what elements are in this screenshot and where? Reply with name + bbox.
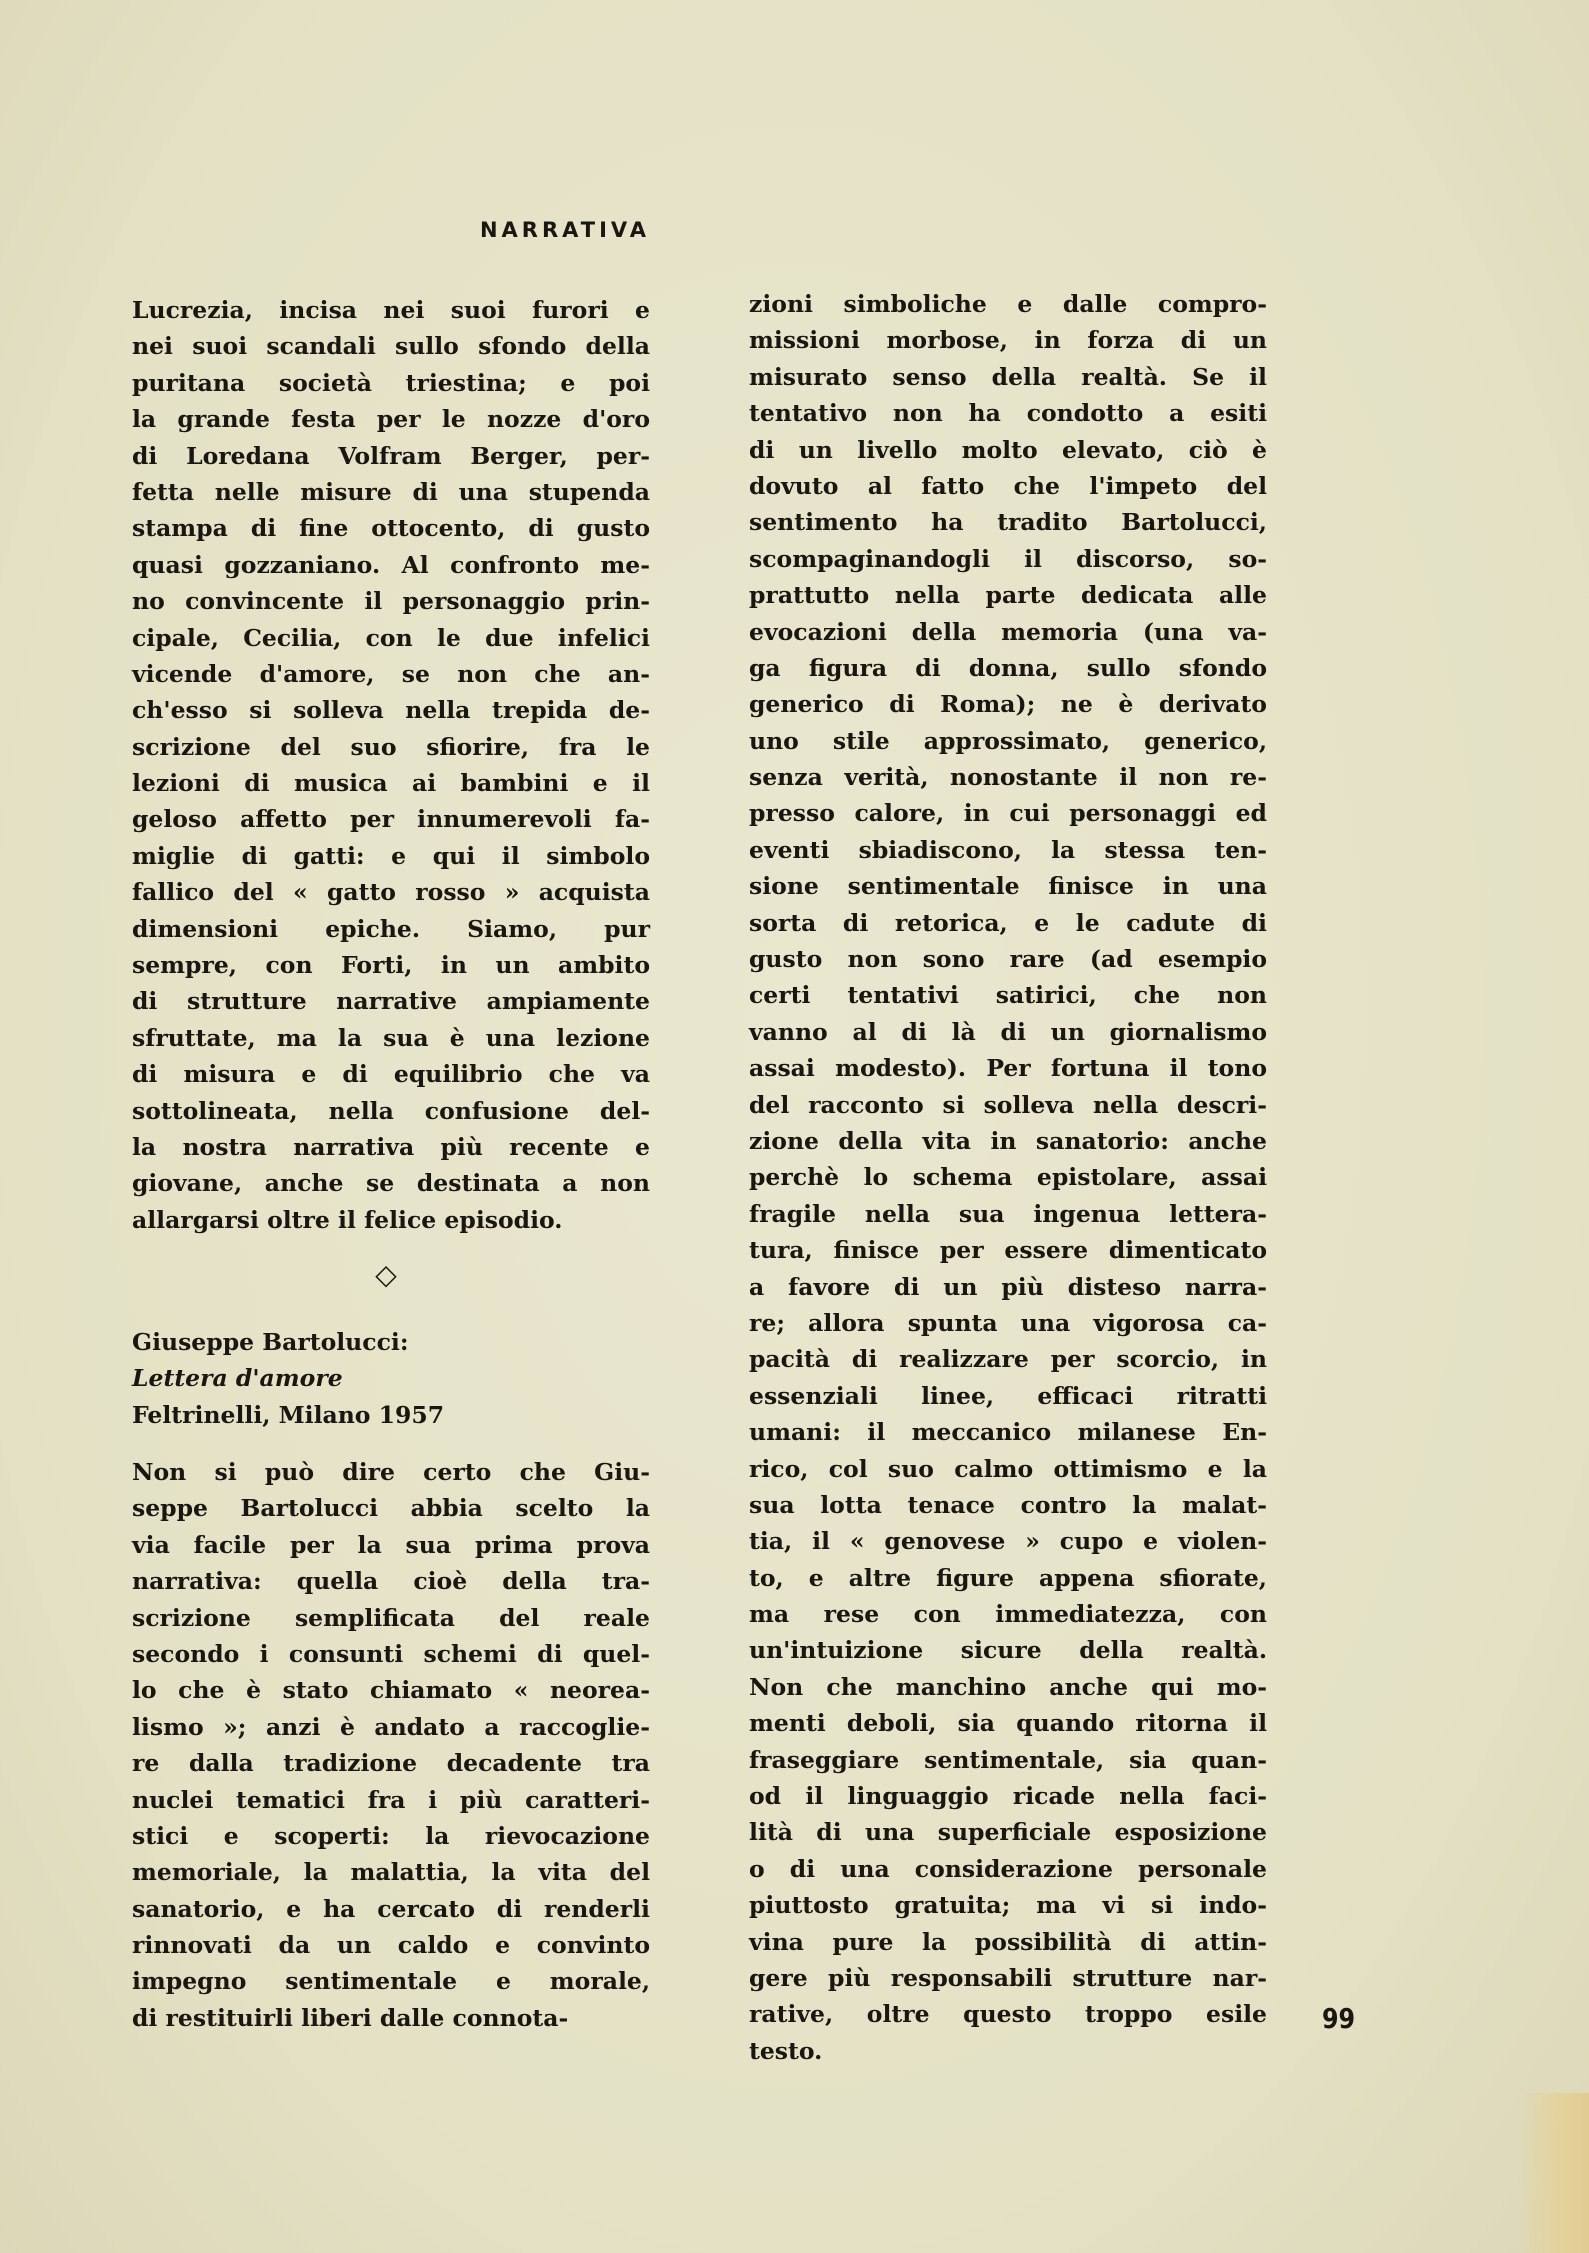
text-line: sottolineata, nella confusione del-: [132, 1096, 650, 1125]
text-line: fallico del « gatto rosso » acquista: [132, 878, 650, 907]
text-line: gere più responsabili strutture nar-: [749, 1963, 1267, 1992]
text-line: essenziali linee, efficaci ritratti: [749, 1381, 1267, 1410]
text-line: sfruttate, ma la sua è una lezione: [132, 1023, 650, 1052]
text-line: stampa di fine ottocento, di gusto: [132, 514, 650, 543]
text-line: pacità di realizzare per scorcio, in: [749, 1345, 1267, 1374]
left-column-bottom: [132, 1454, 650, 2036]
text-line: geloso affetto per innumerevoli fa-: [132, 805, 650, 834]
text-line: allargarsi oltre il felice episodio.: [132, 1205, 563, 1234]
text-line: sempre, con Forti, in un ambito: [132, 951, 650, 980]
text-line: sentimento ha tradito Bartolucci,: [749, 508, 1267, 537]
text-line: via facile per la sua prima prova: [132, 1530, 650, 1559]
text-line: fetta nelle misure di una stupenda: [132, 477, 650, 506]
text-line: certi tentativi satirici, che non: [749, 981, 1267, 1010]
text-line: del racconto si solleva nella descri-: [749, 1090, 1267, 1119]
text-line: rinnovati da un caldo e convinto: [132, 1931, 650, 1960]
text-line: ga figura di donna, sullo sfondo: [749, 653, 1267, 682]
page-number: 99: [1322, 2002, 1356, 2035]
text-line: gusto non sono rare (ad esempio: [749, 945, 1267, 974]
text-line: di un livello molto elevato, ciò è: [749, 435, 1267, 464]
text-line: seppe Bartolucci abbia scelto la: [132, 1494, 650, 1523]
section-header: NARRATIVA: [479, 218, 650, 242]
text-line: tia, il « genovese » cupo e violen-: [749, 1527, 1267, 1556]
text-line: evocazioni della memoria (una va-: [749, 617, 1267, 646]
text-line: dimensioni epiche. Siamo, pur: [132, 914, 650, 943]
text-line: di Loredana Volfram Berger, per-: [132, 441, 650, 470]
text-line: eventi sbiadiscono, la stessa ten-: [749, 835, 1267, 864]
text-line: fraseggiare sentimentale, sia quan-: [749, 1745, 1267, 1774]
text-line: narrativa: quella cioè della tra-: [132, 1567, 650, 1596]
text-line: od il linguaggio ricade nella faci-: [749, 1782, 1267, 1811]
page-edge-shadow: [1519, 2093, 1589, 2253]
text-line: scrizione del suo sfiorire, fra le: [132, 732, 650, 761]
text-line: Non si può dire certo che Giu-: [132, 1458, 650, 1486]
text-line: sione sentimentale finisce in una: [749, 872, 1267, 901]
text-line: fragile nella sua ingenua lettera-: [749, 1199, 1267, 1228]
text-line: vanno al di là di un giornalismo: [749, 1017, 1267, 1046]
text-line: senza verità, nonostante il non re-: [749, 763, 1267, 792]
text-line: impegno sentimentale e morale,: [132, 1967, 650, 1996]
text-line: lità di una superficiale esposizione: [749, 1818, 1267, 1847]
text-line: un'intuizione sicure della realtà.: [749, 1636, 1267, 1665]
book-publisher: Feltrinelli, Milano 1957: [132, 1400, 445, 1429]
text-line: la grande festa per le nozze d'oro: [132, 405, 650, 434]
book-title: Lettera d'amore: [132, 1364, 343, 1393]
text-line: la nostra narrativa più recente e: [132, 1132, 650, 1161]
text-line: zioni simboliche e dalle compro-: [749, 290, 1267, 318]
text-line: umani: il meccanico milanese En-: [749, 1418, 1267, 1447]
text-line: menti deboli, sia quando ritorna il: [749, 1709, 1267, 1738]
text-line: miglie di gatti: e qui il simbolo: [132, 841, 650, 870]
section-divider-icon: ◇: [375, 1258, 397, 1291]
text-line: perchè lo schema epistolare, assai: [749, 1163, 1267, 1192]
right-column: [749, 286, 1267, 2069]
text-line: lezioni di musica ai bambini e il: [132, 769, 650, 798]
book-author: Giuseppe Bartolucci:: [132, 1328, 409, 1356]
text-line: no convincente il personaggio prin-: [132, 587, 650, 616]
text-line: vina pure la possibilità di attin-: [749, 1927, 1267, 1956]
left-column-top: [132, 292, 650, 1238]
text-line: re; allora spunta una vigorosa ca-: [749, 1308, 1267, 1337]
text-line: tentativo non ha condotto a esiti: [749, 399, 1267, 428]
text-line: puritana società triestina; e poi: [132, 368, 650, 397]
text-line: piuttosto gratuita; ma vi si indo-: [749, 1891, 1267, 1920]
text-line: secondo i consunti schemi di quel-: [132, 1639, 650, 1668]
text-line: lismo »; anzi è andato a raccoglie-: [132, 1712, 650, 1741]
text-line: cipale, Cecilia, con le due infelici: [132, 623, 650, 652]
text-line: scompaginandogli il discorso, so-: [749, 544, 1267, 573]
text-line: dovuto al fatto che l'impeto del: [749, 471, 1267, 500]
text-line: nei suoi scandali sullo sfondo della: [132, 332, 650, 361]
text-line: to, e altre figure appena sfiorate,: [749, 1563, 1267, 1592]
text-line: generico di Roma); ne è derivato: [749, 690, 1267, 719]
text-line: re dalla tradizione decadente tra: [132, 1749, 650, 1778]
text-line: tura, finisce per essere dimenticato: [749, 1236, 1267, 1265]
text-line: vicende d'amore, se non che an-: [132, 659, 650, 688]
text-line: Non che manchino anche qui mo-: [749, 1672, 1267, 1701]
text-line: a favore di un più disteso narra-: [749, 1272, 1267, 1301]
text-line: nuclei tematici fra i più caratteri-: [132, 1785, 650, 1814]
text-line: rative, oltre questo troppo esile: [749, 2000, 1267, 2029]
text-line: misurato senso della realtà. Se il: [749, 362, 1267, 391]
text-line: ma rese con immediatezza, con: [749, 1600, 1267, 1629]
text-line: presso calore, in cui personaggi ed: [749, 799, 1267, 828]
text-line: sorta di retorica, e le cadute di: [749, 908, 1267, 937]
text-line: zione della vita in sanatorio: anche: [749, 1126, 1267, 1155]
text-line: stici e scoperti: la rievocazione: [132, 1821, 650, 1850]
text-line: giovane, anche se destinata a non: [132, 1169, 650, 1198]
text-line: scrizione semplificata del reale: [132, 1603, 650, 1632]
text-line: Lucrezia, incisa nei suoi furori e: [132, 296, 650, 324]
text-line: quasi gozzaniano. Al confronto me-: [132, 550, 650, 579]
text-line: di restituirli liberi dalle connota-: [132, 2003, 569, 2032]
text-line: sua lotta tenace contro la malat-: [749, 1490, 1267, 1519]
text-line: memoriale, la malattia, la vita del: [132, 1858, 650, 1887]
text-line: uno stile approssimato, generico,: [749, 726, 1267, 755]
text-line: sanatorio, e ha cercato di renderli: [132, 1894, 650, 1923]
bibliography-entry: [132, 1324, 650, 1433]
text-line: testo.: [749, 2036, 823, 2065]
text-line: di strutture narrative ampiamente: [132, 987, 650, 1016]
text-line: prattutto nella parte dedicata alle: [749, 581, 1267, 610]
text-line: rico, col suo calmo ottimismo e la: [749, 1454, 1267, 1483]
text-line: missioni morbose, in forza di un: [749, 326, 1267, 355]
text-line: di misura e di equilibrio che va: [132, 1060, 650, 1089]
text-line: ch'esso si solleva nella trepida de-: [132, 696, 650, 725]
text-line: o di una considerazione personale: [749, 1854, 1267, 1883]
text-line: lo che è stato chiamato « neorea-: [132, 1676, 650, 1705]
text-line: assai modesto). Per fortuna il tono: [749, 1054, 1267, 1083]
